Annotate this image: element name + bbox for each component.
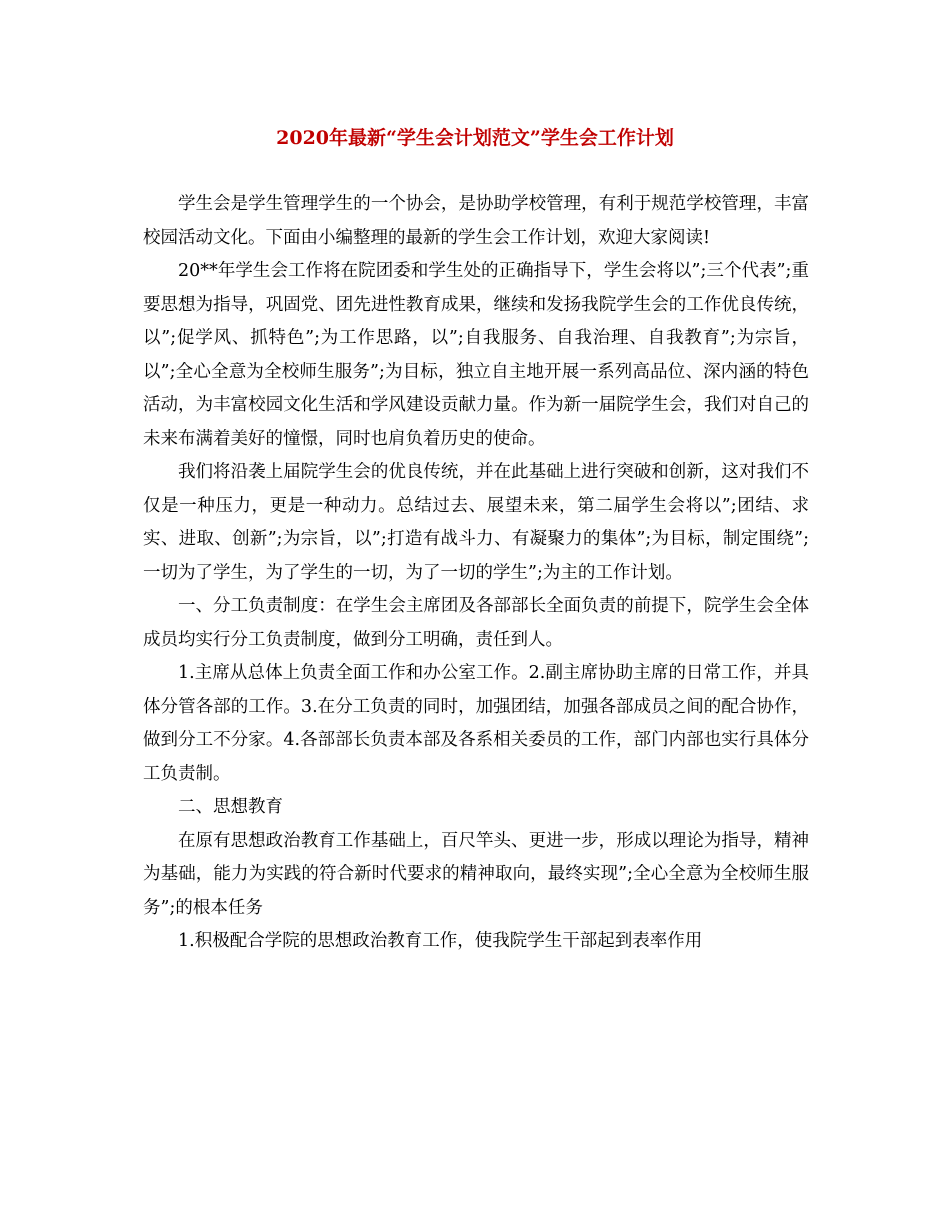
paragraph-section-two-heading: 二、思想教育 [178, 797, 283, 817]
paragraph-section-one: 一、分工负责制度：在学生会主席团及各部部长全面负责的前提下，院学生会全体成员均实行分工负责制度，做到分工明确，责任到人。 [143, 596, 809, 650]
paragraph-item-one: 1.积极配合学院的思想政治教育工作，使我院学生干部起到表率作用 [178, 931, 703, 951]
paragraph-guiding-principles: 20**年学生会工作将在院团委和学生处的正确指导下，学生会将以”;三个代表”;重要思想为指导，巩固党、团先进性教育成果，继续和发扬我院学生会的工作优良传统，以”;促学风、抓特色”;为工作思路，以”;自我服务、自我治理、自我教育”;为宗旨，以”;全心全意为全校师生服务”;为目标，独立自主地开展一系列高品位、深内涵的特色活动，为丰富校园文化生活和学风建设贡献力量。作为新一届院学生会，我们对自己的未来布满着美好的憧憬，同时也肩负着历史的使命。 [143, 261, 809, 449]
paragraph-intro: 学生会是学生管理学生的一个协会，是协助学校管理，有利于规范学校管理，丰富校园活动文化。下面由小编整理的最新的学生会工作计划，欢迎大家阅读! [143, 194, 809, 248]
document-body [143, 188, 809, 959]
paragraph-ideological-education: 在原有思想政治教育工作基础上，百尺竿头、更进一步，形成以理论为指导，精神为基础，能力为实践的符合新时代要求的精神取向，最终实现”;全心全意为全校师生服务”;的根本任务 [143, 830, 809, 918]
paragraph-goals: 我们将沿袭上届院学生会的优良传统，并在此基础上进行突破和创新，这对我们不仅是一种压力，更是一种动力。总结过去、展望未来，第二届学生会将以”;团结、求实、进取、创新”;为宗旨，以”;打造有战斗力、有凝聚力的集体”;为目标，制定围绕”;一切为了学生，为了学生的一切，为了一切的学生”;为主的工作计划。 [143, 462, 809, 583]
document-title: 2020年最新“学生会计划范文”学生会工作计划 [276, 127, 674, 149]
paragraph-responsibilities: 1.主席从总体上负责全面工作和办公室工作。2.副主席协助主席的日常工作，并具体分管各部的工作。3.在分工负责的同时，加强团结，加强各部成员之间的配合协作，做到分工不分家。4.各部部长负责本部及各系相关委员的工作，部门内部也实行具体分工负责制。 [143, 663, 809, 784]
